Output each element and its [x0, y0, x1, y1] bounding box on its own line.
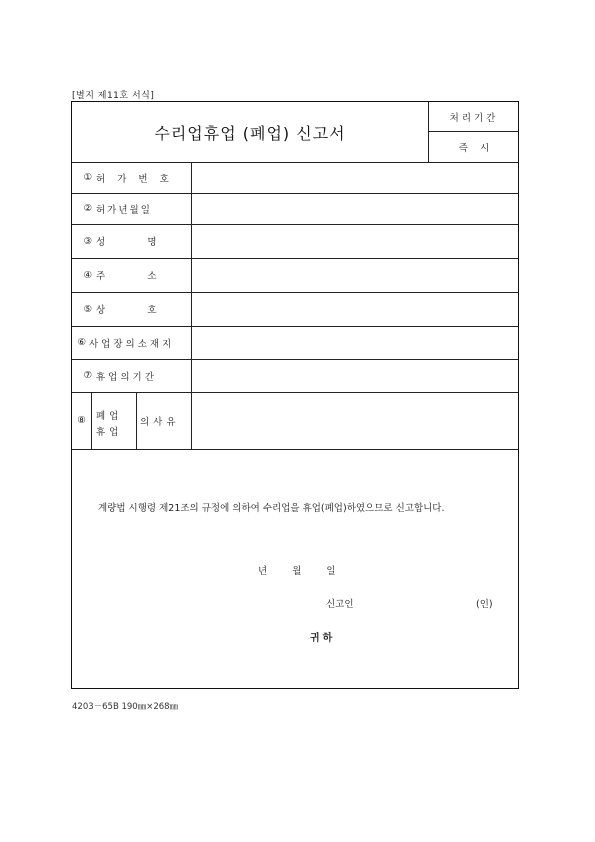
row-number: ⑦ [83, 370, 92, 381]
row8-divider [91, 392, 92, 449]
row-number: ⑥ [77, 337, 86, 348]
row-number: ① [83, 172, 92, 183]
row-number: ⑧ [77, 415, 86, 426]
row-number: ⑤ [83, 303, 92, 315]
declaration-text: 계량법 시행령 제21조의 규정에 의하여 수리업을 휴업(폐업)하였으므로 신고합니다. [98, 503, 445, 514]
form-number-label: [별지 제11호 서식] [72, 91, 155, 101]
closure-period-field[interactable] [191, 359, 518, 392]
processing-period-value: 즉 시 [458, 142, 490, 154]
row-permit-number [72, 162, 191, 193]
row-number: ④ [83, 269, 92, 281]
reason-field[interactable] [191, 392, 518, 449]
row-label: 허가년월일 [96, 204, 152, 216]
form-footer-code: 4203－65B 190㎜×268㎜ [72, 702, 179, 712]
row-label: 사업장의소재지 [89, 338, 175, 350]
address-field[interactable] [191, 258, 518, 292]
processing-period-header: 처리기간 [449, 112, 499, 124]
permit-date-field[interactable] [191, 193, 518, 224]
row-number: ② [83, 203, 92, 214]
trade-name-field[interactable] [191, 292, 518, 326]
name-field[interactable] [191, 224, 518, 258]
row-label: 상 호 [96, 305, 159, 316]
reason-label: 의사유 [140, 416, 180, 428]
row-address [72, 258, 191, 292]
row-label: 휴업의기간 [96, 371, 157, 383]
seal-mark: (인) [476, 599, 493, 610]
date-line: 년 월 일 [258, 566, 336, 577]
row-label: 주 소 [96, 271, 159, 282]
signer-label: 신고인 [326, 599, 354, 610]
business-location-field[interactable] [191, 326, 518, 359]
form-title: 수리업휴업 (폐업) 신고서 [154, 123, 346, 143]
row-divider [72, 449, 518, 450]
row-permit-date [72, 193, 191, 224]
row8-divider [136, 392, 137, 449]
report-form [71, 101, 519, 689]
row-name [72, 224, 191, 258]
closure-label: 폐업 [96, 411, 123, 422]
permit-number-field[interactable] [191, 162, 518, 193]
row-label: 허 가 번 호 [96, 173, 174, 185]
row-label: 성 명 [96, 237, 159, 248]
addressee: 귀하 [310, 633, 336, 644]
row-closure-period [72, 359, 191, 392]
row-business-location [72, 326, 191, 359]
row-trade-name [72, 292, 191, 326]
suspension-label: 휴업 [96, 427, 123, 438]
row-number: ③ [83, 235, 92, 247]
